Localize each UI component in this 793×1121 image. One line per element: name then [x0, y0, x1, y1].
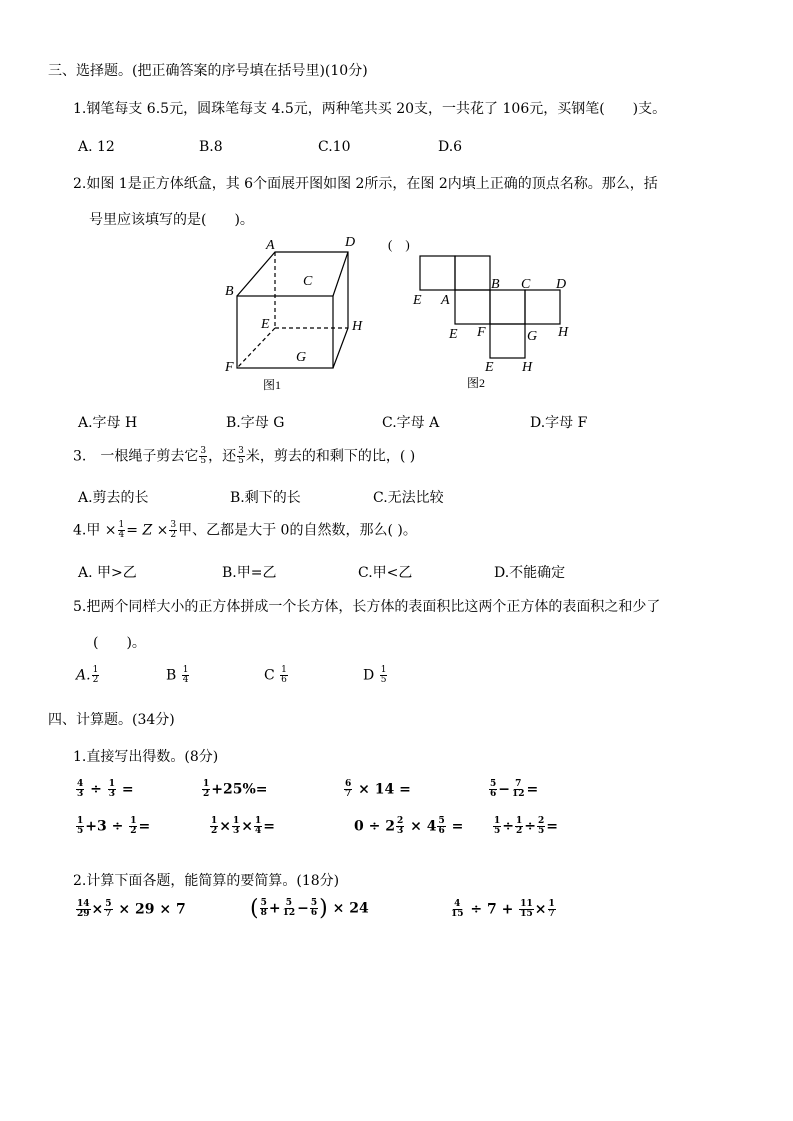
e1-f2-d: 7	[105, 909, 112, 919]
calc7-f1-n: 2	[396, 816, 404, 826]
net-label-f: F	[477, 325, 486, 340]
section-4-title: 四、计算题。(34分)	[48, 712, 175, 728]
calc8-f2-n: 1	[516, 816, 523, 826]
q5-option-c-label: C	[264, 667, 275, 684]
calc8-f2-d: 2	[516, 826, 523, 836]
calc2-f1-d: 2	[203, 789, 210, 799]
q3-frac2-numerator: 3	[238, 446, 244, 456]
calc6-f1-d: 2	[211, 826, 218, 836]
cube-front-face	[237, 296, 333, 368]
question-2-line-1: 2.如图 1是正方体纸盒，其 6个面展开图如图 2所示，在图 2内填上正确的顶点名称。那么，括	[73, 176, 658, 192]
q1-option-c[interactable]: C.10	[318, 139, 351, 155]
q4-frac2-numerator: 3	[170, 520, 177, 530]
q5-option-a-label: A.	[76, 667, 91, 684]
q3-suffix: 米，剪去的和剩下的比，( )	[245, 448, 416, 465]
e2-f2-n: 5	[285, 898, 292, 908]
q3-frac1-numerator: 3	[200, 446, 207, 456]
q4-option-a[interactable]: A. 甲>乙	[78, 565, 137, 581]
calc4-f1-d: 6	[490, 789, 497, 799]
net-face-3	[455, 290, 490, 324]
cube-label-b: B	[225, 284, 234, 299]
q2-option-c[interactable]: C.字母 A	[382, 415, 440, 431]
e3-op2: ×	[534, 901, 547, 918]
e2-op2: −	[297, 900, 309, 917]
e1-tail: × 29 × 7	[118, 901, 186, 918]
net-face-1	[420, 256, 455, 290]
e1-op1: ×	[91, 901, 104, 918]
e3-f2-n: 11	[520, 899, 533, 909]
calc1-op: ÷	[90, 781, 102, 798]
calc6-equals: =	[263, 818, 275, 835]
q5-d-denominator: 5	[380, 675, 387, 685]
cube-label-h: H	[352, 319, 363, 334]
question-5-line-1: 5.把两个同样大小的正方体拼成一个长方体，长方体的表面积比这两个正方体的表面积之和少了	[73, 599, 661, 615]
cube-label-c: C	[303, 274, 313, 289]
q5-option-c-fraction	[280, 666, 288, 685]
q5-option-c[interactable]	[264, 666, 289, 685]
question-2-line-2: 号里应该填写的是( )。	[89, 212, 254, 228]
net-label-e2: E	[449, 327, 458, 342]
q2-option-d[interactable]: D.字母 F	[530, 415, 588, 431]
calc-item-4	[488, 780, 538, 799]
calc3-op: × 14	[358, 781, 395, 798]
q5-option-a-fraction	[92, 666, 100, 685]
net-face-5	[525, 290, 560, 324]
q5-option-b-label: B	[166, 667, 177, 684]
calc6-f2-n: 1	[233, 816, 240, 826]
q5-b-denominator: 4	[182, 675, 189, 685]
calc7-f2-d: 6	[438, 826, 445, 836]
calc4-op: −	[498, 781, 510, 798]
q4-prefix: 4.甲 ×	[73, 522, 117, 539]
question-1-text: 1.钢笔每支 6.5元，圆珠笔每支 4.5元，两种笔共买 20支，一共花了 106元，买钢笔( )支。	[73, 101, 667, 117]
q3-option-a[interactable]: A.剪去的长	[78, 490, 149, 506]
q1-option-b[interactable]: B.8	[199, 139, 223, 155]
net-label-a: A	[441, 293, 450, 308]
expression-3	[449, 900, 557, 919]
calc1-f1-d: 3	[77, 789, 84, 799]
net-face-6	[490, 324, 525, 358]
net-face-4	[490, 290, 525, 324]
q3-option-b[interactable]: B.剩下的长	[230, 490, 301, 506]
q4-frac1-denominator: 4	[118, 530, 125, 540]
q5-option-a[interactable]	[76, 666, 100, 685]
cube-label-d: D	[345, 235, 356, 250]
e1-f1-d: 29	[77, 909, 90, 919]
cube-label-f: F	[225, 360, 234, 375]
calc-item-5	[75, 817, 150, 836]
net-label-d: D	[556, 277, 567, 292]
calc1-f2-d: 3	[108, 789, 116, 799]
calc8-f1-d: 5	[494, 826, 501, 836]
q2-option-a[interactable]: A.字母 H	[78, 415, 138, 431]
e3-f2-d: 15	[520, 909, 533, 919]
calc-item-6	[209, 817, 275, 836]
e3-op1: ÷ 7 +	[470, 901, 514, 918]
net-label-c: C	[521, 277, 531, 292]
cube-edge-cd	[333, 252, 348, 296]
e2-open-paren: (	[250, 896, 259, 921]
calc3-equals: =	[399, 781, 411, 798]
calc6-f1-n: 1	[211, 816, 218, 826]
q4-option-b[interactable]: B.甲=乙	[222, 565, 277, 581]
q3-fraction-1	[199, 447, 207, 466]
net-label-b: B	[491, 277, 500, 292]
expression-1	[75, 900, 186, 919]
e2-f3-d: 6	[310, 908, 318, 918]
q3-frac2-denominator: 5	[238, 456, 244, 466]
q4-suffix: 甲、乙都是大于 0的自然数，那么( )。	[178, 522, 417, 539]
calc7-equals: =	[451, 818, 464, 835]
calc8-f1-n: 1	[494, 816, 501, 826]
q5-c-numerator: 1	[281, 665, 287, 675]
calc5-f1-d: 5	[77, 826, 84, 836]
figure-1-cube	[215, 232, 375, 397]
net-answer-blank[interactable]: ( )	[388, 237, 410, 252]
calc-item-2	[201, 780, 268, 799]
e1-f1-n: 14	[77, 899, 90, 909]
e2-f1-d: 8	[260, 908, 267, 918]
calc8-f3-d: 5	[538, 826, 545, 836]
calc6-f2-d: 3	[233, 826, 240, 836]
calc5-op: +3 ÷	[85, 818, 124, 835]
q5-b-numerator: 1	[182, 665, 189, 675]
e2-f2-d: 12	[282, 908, 296, 918]
calc6-f3-d: 4	[255, 826, 262, 836]
calc7-f2-n: 5	[438, 816, 445, 826]
calc4-f2-n: 7	[515, 779, 522, 789]
expression-2	[250, 896, 369, 921]
part-2-title: 2.计算下面各题，能简算的要简算。(18分)	[73, 873, 340, 889]
calc8-op: ÷	[502, 818, 514, 835]
calc5-equals: =	[138, 818, 151, 835]
calc4-f2-d: 12	[512, 789, 525, 799]
calc2-op: +25%	[211, 781, 256, 798]
net-label-e3: E	[485, 360, 494, 375]
calc2-f1-n: 1	[203, 779, 210, 789]
q3-mid: ，还	[208, 448, 237, 465]
net-face-2	[455, 256, 490, 290]
q5-option-d-label: D	[363, 667, 375, 684]
figure-2-caption: 图2	[467, 376, 486, 390]
calc8-f3-n: 2	[538, 816, 545, 826]
section-3-title: 三、选择题。(把正确答案的序号填在括号里)(10分)	[48, 63, 368, 79]
figure-2-net	[385, 232, 585, 392]
calc7-pre: 0 ÷ 2	[354, 818, 395, 835]
q5-a-denominator: 2	[92, 675, 99, 685]
q5-d-numerator: 1	[380, 665, 387, 675]
calc8-equals: =	[546, 818, 558, 835]
cube-label-e: E	[261, 317, 270, 332]
calc6-f3-n: 1	[255, 816, 262, 826]
q3-frac1-denominator: 5	[200, 456, 207, 466]
q4-frac2-denominator: 2	[170, 530, 177, 540]
q5-option-b[interactable]	[166, 666, 190, 685]
e3-f1-n: 4	[454, 899, 461, 909]
calc3-f1-n: 6	[345, 779, 352, 789]
cube-label-a: A	[266, 238, 275, 253]
calc7-f1-d: 3	[396, 826, 404, 836]
calc5-f1-n: 1	[77, 816, 84, 826]
cube-hidden-edge-ef	[237, 328, 275, 368]
e3-f3-d: 7	[548, 909, 555, 919]
q4-option-d[interactable]: D.不能确定	[494, 565, 566, 581]
calc7-op: × 4	[410, 818, 437, 835]
calc8-op2: ÷	[524, 818, 536, 835]
calc1-f2-n: 1	[108, 779, 116, 789]
calc5-f2-d: 2	[130, 826, 137, 836]
calc-item-1	[75, 780, 134, 799]
calc-item-3	[343, 780, 411, 799]
q1-option-d[interactable]: D.6	[438, 139, 463, 155]
net-label-e1: E	[413, 293, 422, 308]
question-5-line-2: ( )。	[93, 635, 146, 651]
net-label-h1: H	[558, 325, 569, 340]
calc4-equals: =	[526, 781, 539, 798]
q5-option-b-fraction	[182, 666, 190, 685]
calc2-equals: =	[255, 781, 268, 798]
part-1-title: 1.直接写出得数。(8分)	[73, 749, 219, 765]
question-3-text	[73, 447, 415, 466]
q5-c-denominator: 6	[281, 675, 287, 685]
q4-mid: = Z ×	[126, 522, 169, 539]
q4-fraction-1	[118, 521, 126, 540]
q4-frac1-numerator: 1	[118, 520, 125, 530]
q5-option-d-fraction	[380, 666, 388, 685]
e2-close-paren: )	[319, 896, 328, 921]
calc6-op2: ×	[241, 818, 253, 835]
calc6-op: ×	[219, 818, 231, 835]
e3-f3-n: 1	[548, 899, 555, 909]
e3-f1-d: 15	[451, 909, 464, 919]
q3-prefix: 3. 一根绳子剪去它	[73, 448, 199, 465]
e1-f2-n: 5	[105, 899, 112, 909]
q4-option-c[interactable]: C.甲<乙	[358, 565, 413, 581]
q5-option-d[interactable]	[363, 666, 388, 685]
e2-f1-n: 5	[260, 898, 267, 908]
q3-fraction-2	[237, 447, 245, 466]
q3-option-c[interactable]: C.无法比较	[373, 490, 444, 506]
calc4-f1-n: 5	[490, 779, 497, 789]
q2-option-b[interactable]: B.字母 G	[226, 415, 285, 431]
net-label-h2: H	[522, 360, 533, 375]
net-label-g: G	[527, 329, 538, 344]
calc3-f1-d: 7	[345, 789, 352, 799]
figure-1-caption: 图1	[263, 378, 282, 392]
q4-fraction-2	[169, 521, 177, 540]
calc1-f1-n: 4	[77, 779, 84, 789]
q5-a-numerator: 1	[92, 665, 99, 675]
calc1-equals: =	[121, 781, 134, 798]
e2-tail: × 24	[332, 900, 369, 917]
q1-option-a[interactable]: A. 12	[78, 139, 115, 155]
e2-f3-n: 5	[310, 898, 318, 908]
cube-label-g: G	[296, 350, 307, 365]
calc-item-8	[492, 817, 558, 836]
calc-item-7	[354, 817, 463, 836]
calc5-f2-n: 1	[130, 816, 137, 826]
question-4-text	[73, 521, 417, 540]
e2-op1: +	[268, 900, 281, 917]
